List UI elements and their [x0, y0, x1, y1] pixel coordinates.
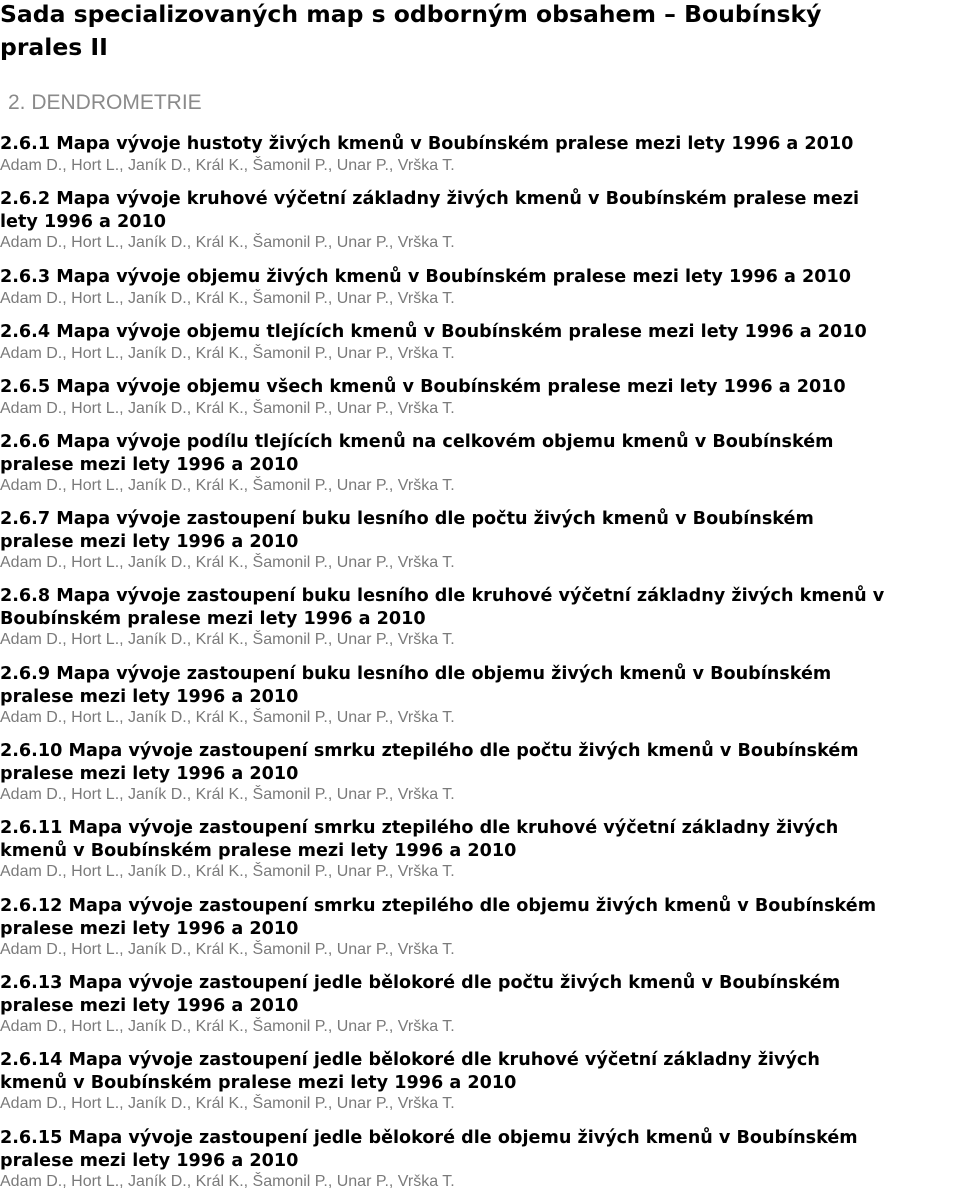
- map-entry: [0, 895, 960, 959]
- entry-authors: Adam D., Hort L., Janík D., Král K., Šamonil P., Unar P., Vrška T.: [0, 941, 455, 958]
- entry-title-line: 2.6.12 Mapa vývoje zastoupení smrku ztepilého dle objemu živých kmenů v Boubínském: [0, 896, 877, 916]
- entry-title-line: 2.6.6 Mapa vývoje podílu tlejících kmenů na celkovém objemu kmenů v Boubínském: [0, 432, 834, 452]
- entry-authors: Adam D., Hort L., Janík D., Král K., Šamonil P., Unar P., Vrška T.: [0, 477, 455, 494]
- entry-title-line: 2.6.13 Mapa vývoje zastoupení jedle bělokoré dle počtu živých kmenů v Boubínském: [0, 973, 841, 993]
- map-entry: [0, 188, 960, 252]
- entry-title-line: 2.6.7 Mapa vývoje zastoupení buku lesního dle počtu živých kmenů v Boubínském: [0, 509, 814, 529]
- entry-title-line: 2.6.5 Mapa vývoje objemu všech kmenů v Boubínském pralese mezi lety 1996 a 2010: [0, 377, 846, 397]
- entry-title-line: pralese mezi lety 1996 a 2010: [0, 686, 299, 707]
- entry-authors: Adam D., Hort L., Janík D., Král K., Šamonil P., Unar P., Vrška T.: [0, 289, 455, 307]
- entry-title-line: 2.6.11 Mapa vývoje zastoupení smrku ztepilého dle kruhové výčetní základny živých: [0, 818, 839, 838]
- entry-title-line: pralese mezi lety 1996 a 2010: [0, 918, 299, 939]
- entry-title-line: Boubínském pralese mezi lety 1996 a 2010: [0, 608, 426, 629]
- entry-authors: Adam D., Hort L., Janík D., Král K., Šamonil P., Unar P., Vrška T.: [0, 786, 455, 803]
- map-entry: [0, 376, 960, 418]
- entry-title-line: 2.6.9 Mapa vývoje zastoupení buku lesního dle objemu živých kmenů v Boubínském: [0, 664, 832, 684]
- map-entry: [0, 817, 960, 881]
- map-entry: [0, 431, 960, 495]
- page-title-line-2: prales II: [0, 33, 108, 61]
- entry-title-line: pralese mezi lety 1996 a 2010: [0, 1150, 299, 1171]
- entry-title-line: 2.6.10 Mapa vývoje zastoupení smrku ztepilého dle počtu živých kmenů v Boubínském: [0, 741, 859, 761]
- entry-title-line: pralese mezi lety 1996 a 2010: [0, 995, 299, 1016]
- entry-authors: Adam D., Hort L., Janík D., Král K., Šamonil P., Unar P., Vrška T.: [0, 554, 455, 571]
- map-entry: [0, 133, 960, 175]
- section-heading: 2. DENDROMETRIE: [8, 91, 202, 114]
- entry-title-line: lety 1996 a 2010: [0, 211, 167, 232]
- entry-authors: Adam D., Hort L., Janík D., Král K., Šamonil P., Unar P., Vrška T.: [0, 1173, 455, 1190]
- map-entry: [0, 321, 960, 363]
- entry-title-line: 2.6.2 Mapa vývoje kruhové výčetní základny živých kmenů v Boubínském pralese mezi: [0, 189, 860, 209]
- page-title: [0, 0, 900, 64]
- map-entry: [0, 508, 960, 572]
- map-entry: [0, 585, 960, 649]
- entry-authors: Adam D., Hort L., Janík D., Král K., Šamonil P., Unar P., Vrška T.: [0, 399, 455, 417]
- map-entry: [0, 1049, 960, 1113]
- entry-title-line: pralese mezi lety 1996 a 2010: [0, 531, 299, 552]
- map-entry: [0, 266, 960, 308]
- map-entry: [0, 1127, 960, 1191]
- entry-title-line: kmenů v Boubínském pralese mezi lety 1996 a 2010: [0, 1072, 517, 1093]
- entry-title-line: 2.6.8 Mapa vývoje zastoupení buku lesního dle kruhové výčetní základny živých kmenů v: [0, 586, 885, 606]
- map-entry: [0, 663, 960, 727]
- entry-title-line: kmenů v Boubínském pralese mezi lety 1996 a 2010: [0, 840, 517, 861]
- map-entry: [0, 972, 960, 1036]
- entry-title-line: 2.6.1 Mapa vývoje hustoty živých kmenů v Boubínském pralese mezi lety 1996 a 2010: [0, 134, 854, 154]
- entry-authors: Adam D., Hort L., Janík D., Král K., Šamonil P., Unar P., Vrška T.: [0, 234, 455, 251]
- entry-authors: Adam D., Hort L., Janík D., Král K., Šamonil P., Unar P., Vrška T.: [0, 863, 455, 880]
- entry-title-line: 2.6.3 Mapa vývoje objemu živých kmenů v Boubínském pralese mezi lety 1996 a 2010: [0, 267, 852, 287]
- entry-authors: Adam D., Hort L., Janík D., Král K., Šamonil P., Unar P., Vrška T.: [0, 709, 455, 726]
- entry-title-line: 2.6.15 Mapa vývoje zastoupení jedle bělokoré dle objemu živých kmenů v Boubínském: [0, 1128, 858, 1148]
- page-title-line-1: Sada specializovaných map s odborným obsahem – Boubínský: [0, 0, 822, 28]
- entry-title-line: pralese mezi lety 1996 a 2010: [0, 763, 299, 784]
- entry-authors: Adam D., Hort L., Janík D., Král K., Šamonil P., Unar P., Vrška T.: [0, 1018, 455, 1035]
- entry-authors: Adam D., Hort L., Janík D., Král K., Šamonil P., Unar P., Vrška T.: [0, 631, 455, 648]
- entry-title-line: 2.6.14 Mapa vývoje zastoupení jedle bělokoré dle kruhové výčetní základny živých: [0, 1050, 820, 1070]
- entry-authors: Adam D., Hort L., Janík D., Král K., Šamonil P., Unar P., Vrška T.: [0, 344, 455, 362]
- entry-title-line: pralese mezi lety 1996 a 2010: [0, 454, 299, 475]
- entry-authors: Adam D., Hort L., Janík D., Král K., Šamonil P., Unar P., Vrška T.: [0, 156, 455, 174]
- entry-title-line: 2.6.4 Mapa vývoje objemu tlejících kmenů v Boubínském pralese mezi lety 1996 a 2010: [0, 322, 867, 342]
- entry-authors: Adam D., Hort L., Janík D., Král K., Šamonil P., Unar P., Vrška T.: [0, 1095, 455, 1112]
- map-entry: [0, 740, 960, 804]
